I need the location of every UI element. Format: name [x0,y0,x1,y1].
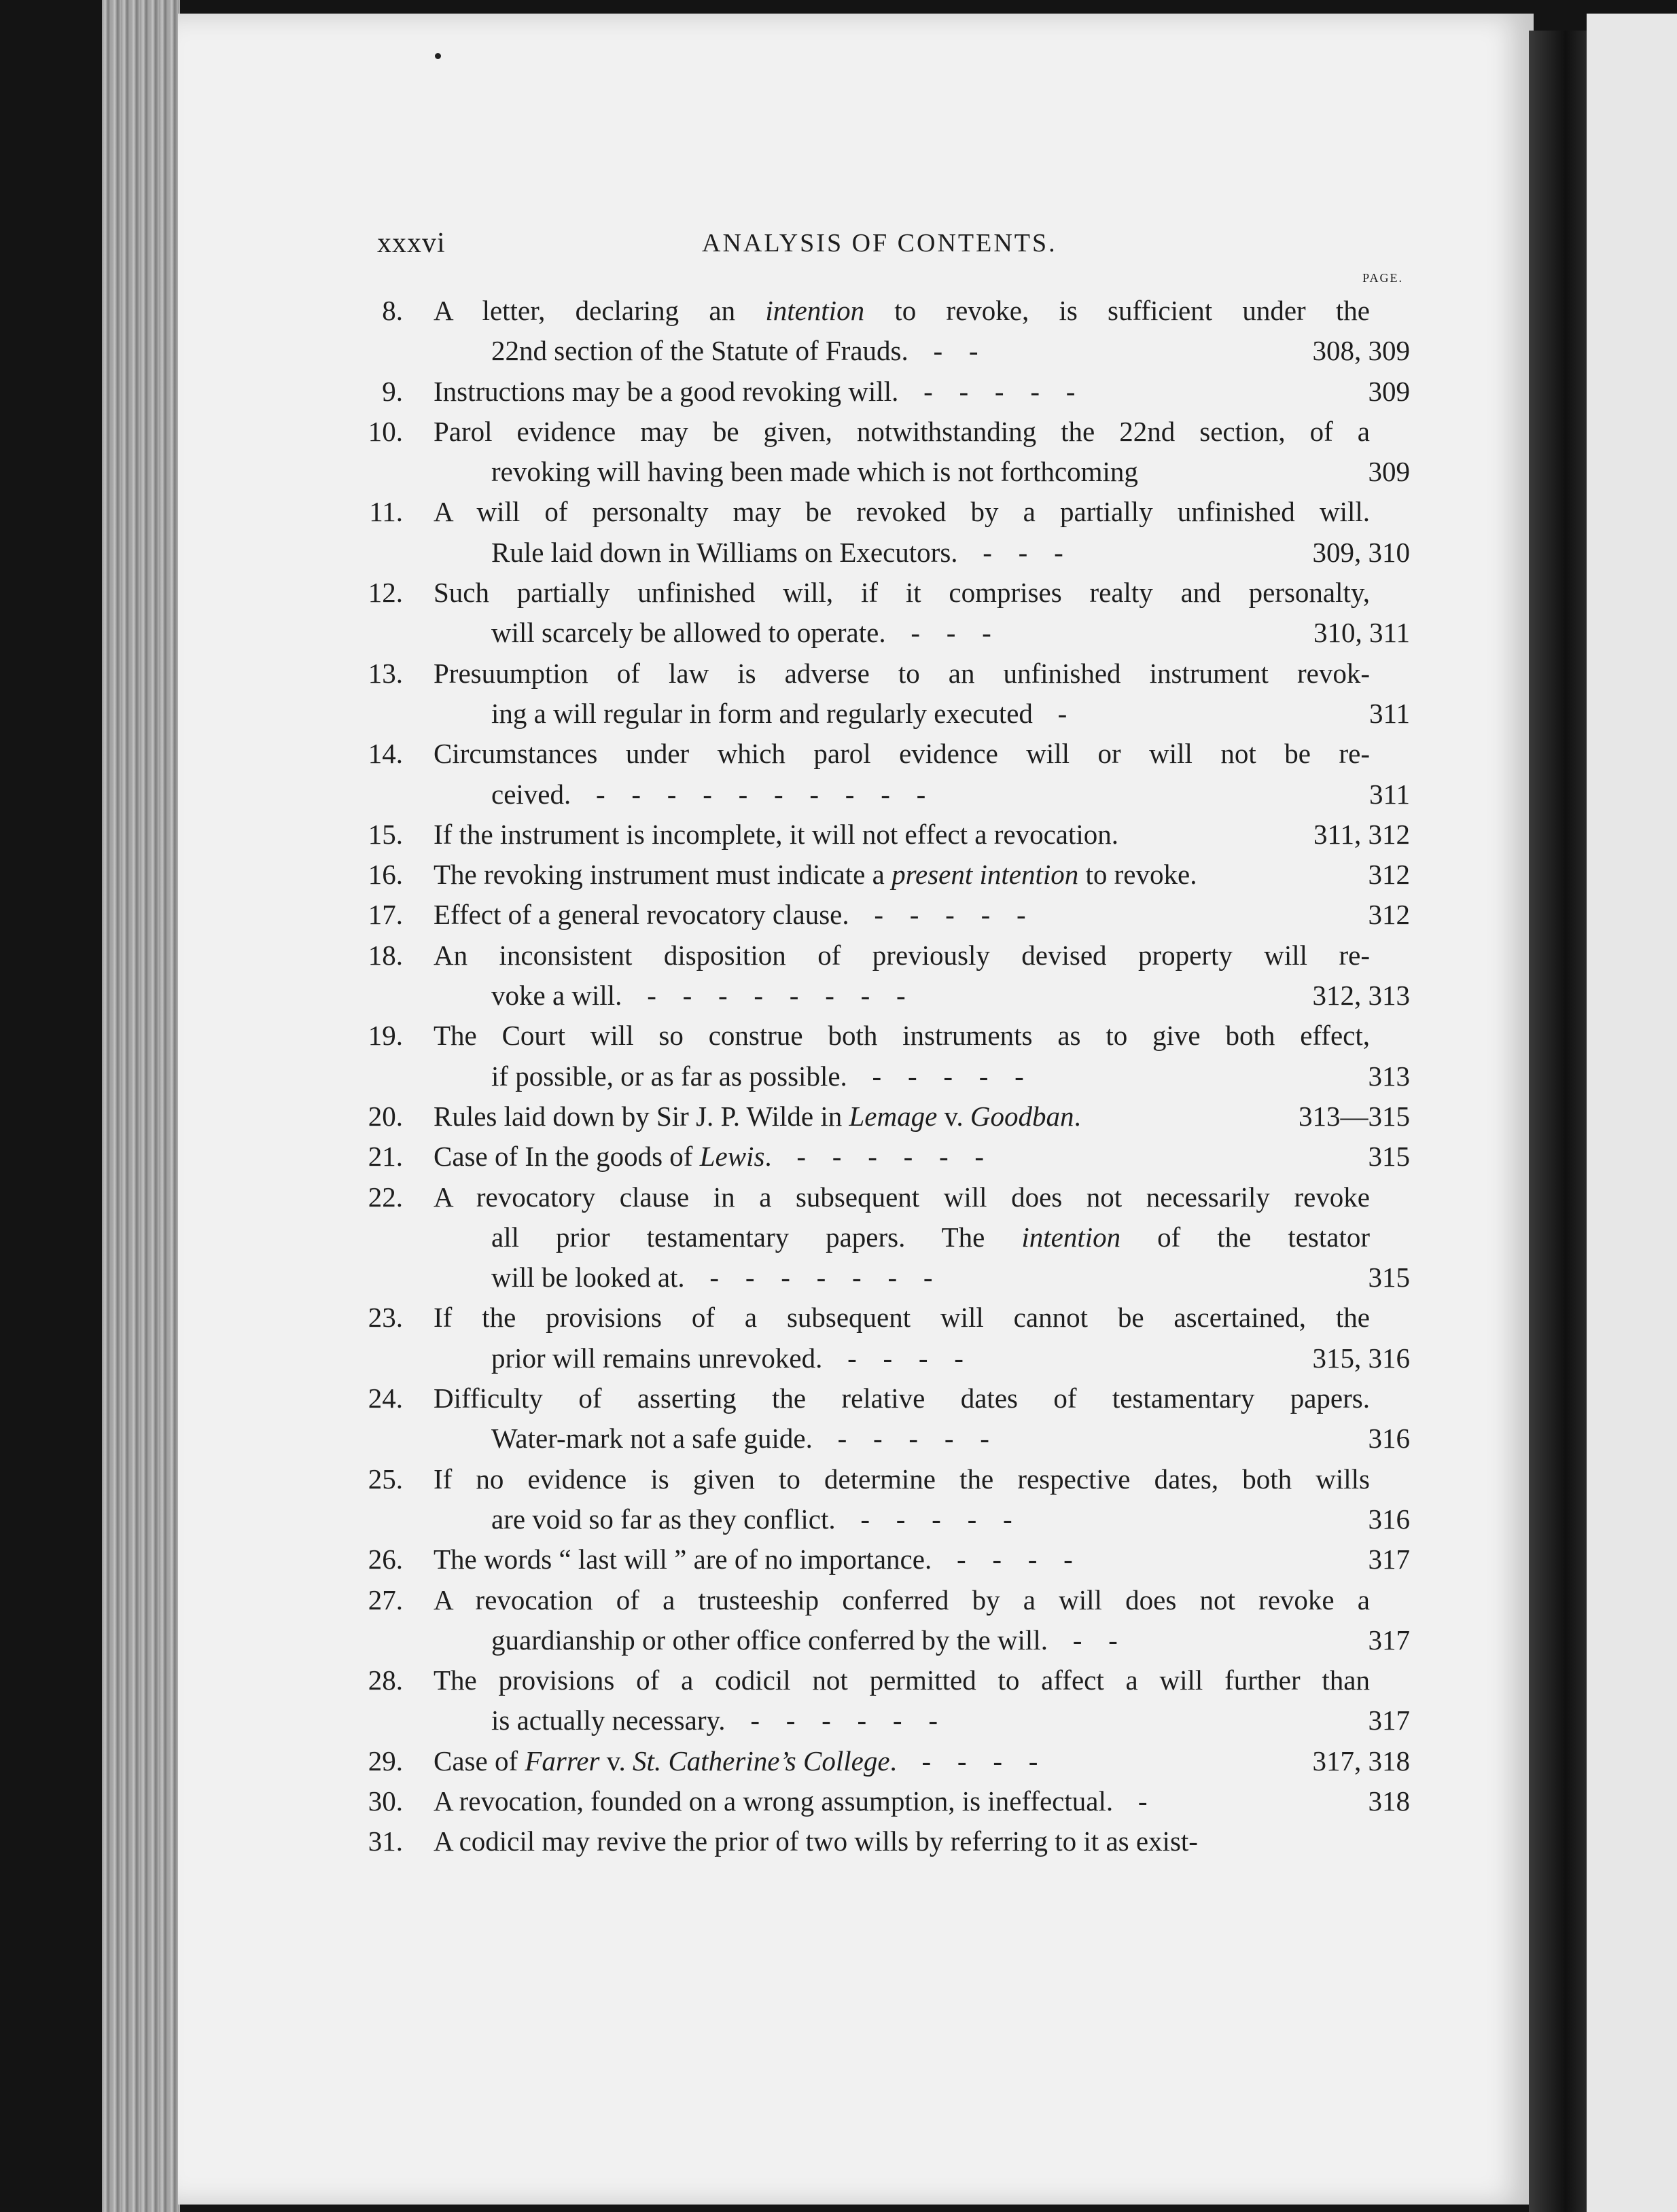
leader-dashes: - - - - - [812,1423,991,1455]
contents-entry [368,1539,1410,1580]
entry-text: A will of personalty may be revoked by a partially unfinished will. [434,496,1370,528]
entry-text: Rules laid down by Sir J. P. Wilde in Lemage v. Goodban. [434,1100,1081,1132]
page-reference: 310, 311 [1313,617,1410,649]
entry-line [368,1580,1410,1620]
entry-number: 11. [369,496,403,528]
entry-text: A revocation of a trusteeship conferred by a will does not revoke a [434,1584,1370,1616]
entry-text: 22nd section of the Statute of Frauds. - - [491,335,980,367]
contents-entry [368,1660,1410,1741]
contents-entry [368,1137,1410,1177]
entry-line [368,935,1410,976]
entry-line [368,1298,1410,1338]
running-title: ANALYSIS OF CONTENTS. [702,229,1057,257]
entry-number: 14. [368,738,403,770]
entry-number: 29. [368,1745,403,1777]
leader-dashes: - - - - - [849,899,1027,931]
entry-line [377,1217,1410,1257]
entry-number: 12. [368,577,403,609]
leader-dashes: - - - - - - [725,1705,939,1736]
entry-text: guardianship or other office conferred by the will. - - [491,1624,1119,1656]
page-column-label: PAGE. [1362,271,1403,285]
page-reference: 309, 310 [1312,536,1410,568]
leader-dashes: - - - - - - - [684,1262,934,1294]
entry-line [377,774,1410,815]
entry-text: The provisions of a codicil not permitted to affect a will further than [434,1664,1370,1696]
entry-text: if possible, or as far as possible. - - - - - [491,1060,1025,1092]
entry-line [368,1177,1410,1217]
leader-dashes: - - - - [896,1745,1040,1777]
entry-line [377,976,1410,1016]
entry-line [377,372,1410,412]
entry-number: 31. [368,1825,403,1857]
entry-number: 9. [382,375,403,407]
entry-line [377,1338,1410,1378]
page-reference: 312, 313 [1312,980,1410,1012]
entry-text: If the instrument is incomplete, it will not effect a revocation. [434,818,1119,850]
entry-text: Difficulty of asserting the relative dates of testamentary papers. [434,1382,1370,1414]
page-reference: 315 [1368,1141,1410,1173]
entry-text: voke a will. - - - - - - - - [491,980,907,1012]
entry-text: A codicil may revive the prior of two wills by referring to it as exist- [434,1825,1198,1857]
entry-text: A revocation, founded on a wrong assumption, is ineffectual. - [434,1785,1149,1817]
entry-line [368,573,1410,613]
entry-line [377,613,1410,653]
entry-number: 27. [368,1584,403,1616]
entry-line [368,1137,1410,1177]
contents-entry [368,935,1410,1016]
entry-text: An inconsistent disposition of previously devised property will re- [434,939,1370,971]
leader-dashes: - - - - [822,1342,965,1374]
entry-line [377,1257,1410,1298]
page-reference: 317 [1368,1544,1410,1575]
entry-line [368,654,1410,694]
page-reference: 309 [1368,456,1410,488]
entry-number: 20. [368,1100,403,1132]
entry-line [377,452,1410,492]
entry-text: prior will remains unrevoked. - - - - [491,1342,965,1374]
page-reference: 311 [1369,778,1410,810]
contents-entry [368,573,1410,654]
entry-line [377,1056,1410,1096]
entry-text: is actually necessary. - - - - - - [491,1705,939,1736]
entry-line [368,895,1410,935]
entry-text: The revoking instrument must indicate a present intention to revoke. [434,859,1197,891]
leader-dashes: - - - - [932,1544,1074,1575]
entry-text: The words “ last will ” are of no importance. - - - - [434,1544,1074,1575]
entry-line [368,1741,1410,1781]
page-reference: 308, 309 [1312,335,1410,367]
contents-entry [368,1741,1410,1781]
entry-number: 22. [368,1181,403,1213]
page-reference: 317 [1368,1705,1410,1736]
entry-text: Case of In the goods of Lewis. - - - - - - [434,1141,986,1173]
entry-text: If no evidence is given to determine the respective dates, both wills [434,1463,1370,1495]
entry-line [368,1781,1410,1821]
page-reference: 313 [1368,1060,1410,1092]
entry-line [368,412,1410,452]
entry-line [377,331,1410,371]
entry-text: If the provisions of a subsequent will cannot be ascertained, the [434,1302,1370,1334]
contents-entry [368,1096,1410,1137]
contents-entry [377,291,1410,372]
entry-text: will be looked at. - - - - - - - [491,1262,934,1294]
entry-number: 30. [368,1785,403,1817]
contents-entry [368,855,1410,895]
contents-entry [368,734,1410,815]
page-reference: 309 [1368,375,1410,407]
page-header [377,217,1410,265]
entry-text: are void so far as they conflict. - - - - - [491,1503,1014,1535]
page-reference: 316 [1368,1503,1410,1535]
page-reference: 315, 316 [1312,1342,1410,1374]
entry-text: A revocatory clause in a subsequent will does not necessarily revoke [434,1181,1370,1213]
entry-line [368,1821,1410,1861]
leader-dashes: - - - [885,617,993,649]
contents-entry [368,1016,1410,1096]
entry-text: ceived. - - - - - - - - - - [491,778,928,810]
entry-line [377,1620,1410,1660]
entry-line [368,1459,1410,1499]
entry-line [368,1660,1410,1700]
leader-dashes: - - - [957,536,1065,568]
entry-line [377,1419,1410,1459]
contents-entry [368,1378,1410,1459]
contents-entry [369,492,1410,573]
page-folio: xxxvi [377,228,446,259]
entry-number: 25. [368,1463,403,1495]
entry-text: Water-mark not a safe guide. - - - - - [491,1423,991,1455]
entry-number: 18. [368,939,403,971]
leader-dashes: - [1032,697,1069,729]
leader-dashes: - - - - - - [771,1141,986,1173]
entry-line [368,815,1410,855]
page-reference: 315 [1368,1262,1410,1294]
entry-number: 24. [368,1382,403,1414]
entry-text: revoking will having been made which is not forthcoming [491,456,1138,488]
entry-number: 17. [368,899,403,931]
contents-entries [368,291,1410,1862]
contents-entry [368,1580,1410,1661]
entry-line [368,1096,1410,1137]
entry-text: A letter, declaring an intention to revoke, is sufficient under the [434,295,1370,326]
contents-entry [368,1821,1410,1861]
facing-page-edge [1587,14,1677,2212]
leader-dashes: - - - - - [835,1503,1014,1535]
leader-dashes: - - - - - - - - [622,980,907,1012]
entry-text: Effect of a general revocatory clause. - - - - - [434,899,1027,931]
entry-line [368,1378,1410,1419]
contents-entry [368,1459,1410,1540]
entry-number: 19. [368,1020,403,1052]
entry-text: Case of Farrer v. St. Catherine’s College. - - - - [434,1745,1040,1777]
entry-line [377,533,1410,573]
book-gutter [1529,31,1590,2212]
entry-number: 13. [368,657,403,689]
contents-entry [377,372,1410,412]
leader-dashes: - - [1047,1624,1119,1656]
leader-dashes: - - - - - [898,375,1077,407]
entry-line [368,855,1410,895]
entry-line [368,1539,1410,1580]
page-reference: 311 [1369,697,1410,729]
entry-text: Presuumption of law is adverse to an unfinished instrument revok- [434,657,1370,689]
entry-text: Circumstances under which parol evidence will or will not be re- [434,738,1370,770]
entry-line [369,492,1410,532]
page-reference: 317, 318 [1312,1745,1410,1777]
entry-text: will scarcely be allowed to operate. - - - [491,617,993,649]
entry-number: 8. [382,295,403,326]
entry-text: all prior testamentary papers. The intention of the testator [491,1221,1370,1253]
entry-line [377,694,1410,734]
book-page-edges [102,0,180,2212]
contents-entry [368,654,1410,734]
entry-text: ing a will regular in form and regularly executed - [491,697,1069,729]
contents-entry [368,815,1410,855]
page-reference: 317 [1368,1624,1410,1656]
page-reference: 311, 312 [1313,818,1410,850]
page-reference: 313—315 [1299,1100,1410,1132]
page-reference: 316 [1368,1423,1410,1455]
entry-line [377,291,1410,331]
ink-speck [435,53,441,59]
page-reference: 312 [1368,899,1410,931]
page-reference: 312 [1368,859,1410,891]
leader-dashes: - - [908,335,980,367]
entry-text: Instructions may be a good revoking will. - - - - - [434,375,1077,407]
leader-dashes: - [1113,1785,1149,1817]
contents-entry [368,412,1410,493]
entry-text: Parol evidence may be given, notwithstanding the 22nd section, of a [434,415,1370,447]
entry-text: Rule laid down in Williams on Executors. - - - [491,536,1065,568]
entry-number: 10. [368,415,403,447]
contents-entry [368,1298,1410,1378]
entry-line [377,1499,1410,1539]
entry-number: 15. [368,818,403,850]
entry-line [368,1016,1410,1056]
leader-dashes: - - - - - [847,1060,1025,1092]
entry-line [368,734,1410,774]
page-reference: 318 [1368,1785,1410,1817]
contents-entry [368,895,1410,935]
entry-number: 23. [368,1302,403,1334]
entry-number: 21. [368,1141,403,1173]
leader-dashes: - - - - - - - - - - [571,778,928,810]
contents-entry [368,1177,1410,1298]
contents-entry [368,1781,1410,1821]
entry-number: 26. [368,1544,403,1575]
entry-number: 16. [368,859,403,891]
entry-number: 28. [368,1664,403,1696]
contents-text-block [368,217,1410,1862]
entry-text: Such partially unfinished will, if it comprises realty and personalty, [434,577,1370,609]
entry-line [377,1700,1410,1741]
entry-text: The Court will so construe both instruments as to give both effect, [434,1020,1370,1052]
